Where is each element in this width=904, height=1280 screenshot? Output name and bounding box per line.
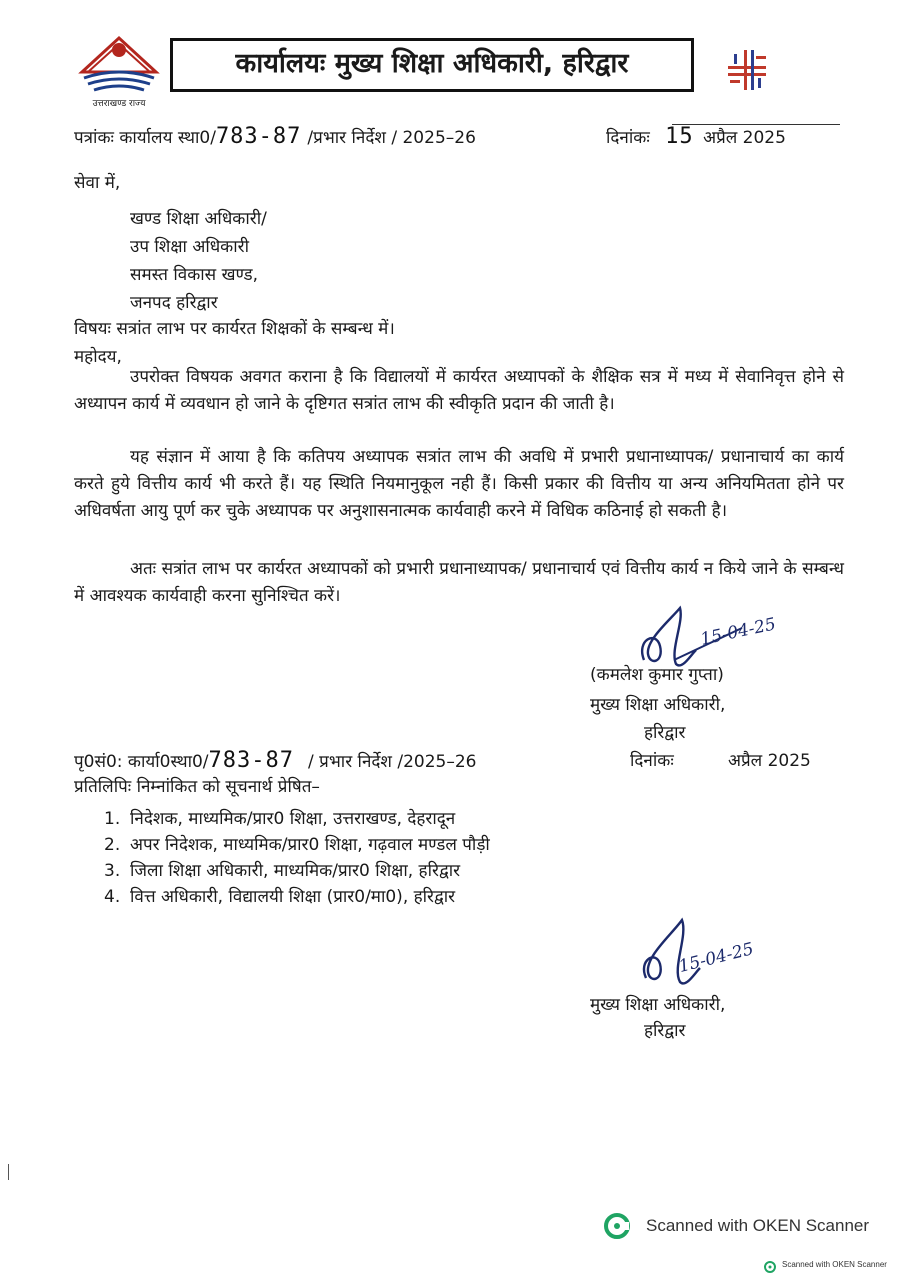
scanner-watermark — [604, 1212, 869, 1240]
addressee-line-1: खण्ड शिक्षा अधिकारी/ — [130, 209, 267, 229]
copy-list-item-2 — [104, 834, 490, 856]
copy-intro: प्रतिलिपिः निम्नांकित को सूचनार्थ प्रेषित– — [74, 777, 320, 797]
date-rest: अप्रैल 2025 — [703, 128, 786, 148]
paragraph-1-text: उपरोक्त विषयक अवगत कराना है कि विद्यालयों में कार्यरत अध्यापकों के शैक्षिक सत्र में मध्य में सेवानिवृत्त होने से अध्यापन कार्य में व्यवधान हो जाने के दृष्टिगत सत्रांत लाभ की स्वीकृति प्रदान की जाती है। — [74, 367, 844, 414]
signatory-place: हरिद्वार — [644, 723, 686, 743]
copy-list-num: 2. — [104, 835, 121, 855]
copy-list-text: वित्त अधिकारी, विद्यालयी शिक्षा (प्रार0/मा0), हरिद्वार — [130, 887, 456, 907]
oken-logo-icon — [604, 1213, 630, 1239]
addressee-line-2: उप शिक्षा अधिकारी — [130, 237, 249, 257]
signatory-name: (कमलेश कुमार गुप्ता) — [590, 665, 724, 685]
copy-date-label: दिनांकः — [630, 751, 674, 771]
copy-reference-line — [74, 750, 477, 773]
scan-edge-mark — [8, 1164, 9, 1180]
signature-1-date: 15-04-25 — [698, 614, 778, 650]
copy-list-item-3 — [104, 860, 460, 882]
addressee-line-4: जनपद हरिद्वार — [130, 293, 218, 313]
date-underline — [672, 124, 840, 125]
seva-me: सेवा में, — [74, 173, 121, 193]
signatory-2-place: हरिद्वार — [644, 1021, 686, 1041]
body-paragraph-1 — [74, 364, 844, 418]
office-title: कार्यालयः मुख्य शिक्षा अधिकारी, हरिद्वार — [235, 48, 629, 79]
watermark-small-text: Scanned with OKEN Scanner — [782, 1259, 887, 1269]
copy-list-text: जिला शिक्षा अधिकारी, माध्यमिक/प्रार0 शिक्षा, हरिद्वार — [130, 861, 461, 881]
copy-list-item-4 — [104, 886, 455, 908]
date-label: दिनांकः — [606, 128, 650, 148]
copy-list-num: 3. — [104, 861, 121, 881]
copy-ref-number-handwritten: 783-87 — [208, 748, 295, 773]
copy-list-text: निदेशक, माध्यमिक/प्रार0 शिक्षा, उत्तराखण्ड, देहरादून — [130, 809, 456, 829]
body-paragraph-2 — [74, 444, 844, 525]
copy-date-rest: अप्रैल 2025 — [728, 751, 811, 771]
signature-2 — [632, 912, 792, 1002]
state-emblem-logo — [74, 28, 164, 108]
scanner-watermark-small — [764, 1258, 887, 1270]
addressee-line-3: समस्त विकास खण्ड, — [130, 265, 259, 285]
paragraph-3-text: अतः सत्रांत लाभ पर कार्यरत अध्यापकों को प्रभारी प्रधानाध्यापक/ प्रधानाचार्य एवं वित्तीय कार्य न किये जाने के सम्बन्ध में आवश्यक कार्यवाही करना सुनिश्चित करें। — [74, 559, 844, 606]
copy-ref-prefix: पृ0सं0: कार्या0स्था0/ — [74, 752, 209, 772]
paragraph-2-text: यह संज्ञान में आया है कि कतिपय अध्यापक सत्रांत लाभ की अवधि में प्रभारी प्रधानाध्यापक/ प्रधानाचार्य का कार्य करते हुये वित्तीय कार्य भी करते हैं। यह स्थिति नियमानुकूल नही हैं। किसी प्रकार की वित्तीय या अन्य अनियमितता होने पर अधिवर्षता आयु पूर्ण कर चुके अध्यापक पर अनुशासनात्मक कार्यवाही करने में विधिक कठिनाई हो सकती है। — [74, 447, 844, 521]
ref-date — [606, 126, 786, 149]
copy-list-num: 4. — [104, 887, 121, 907]
signatory-designation: मुख्य शिक्षा अधिकारी, — [590, 695, 726, 715]
salutation: महोदय, — [74, 347, 122, 367]
department-logo-icon — [722, 44, 772, 98]
date-day-handwritten: 15 — [665, 124, 694, 149]
subject-line: विषयः सत्रांत लाभ पर कार्यरत शिक्षकों के सम्बन्ध में। — [74, 319, 395, 339]
ref-suffix: /प्रभार निर्देश / 2025–26 — [307, 128, 476, 148]
watermark-text: Scanned with OKEN Scanner — [646, 1216, 870, 1235]
logo-caption: उत्तराखण्ड राज्य — [92, 99, 146, 109]
copy-list-item-1 — [104, 808, 455, 830]
copy-list-num: 1. — [104, 809, 121, 829]
ref-prefix: पत्रांकः कार्यालय स्था0/ — [74, 128, 216, 148]
oken-logo-small-icon — [764, 1258, 776, 1270]
copy-ref-suffix: / प्रभार निर्देश /2025–26 — [308, 752, 477, 772]
signatory-2-designation: मुख्य शिक्षा अधिकारी, — [590, 995, 726, 1015]
ref-number-handwritten: 783-87 — [215, 124, 302, 149]
copy-list-text: अपर निदेशक, माध्यमिक/प्रार0 शिक्षा, गढ़वाल मण्डल पौड़ी — [130, 835, 490, 855]
signature-2-date: 15-04-25 — [676, 939, 756, 977]
